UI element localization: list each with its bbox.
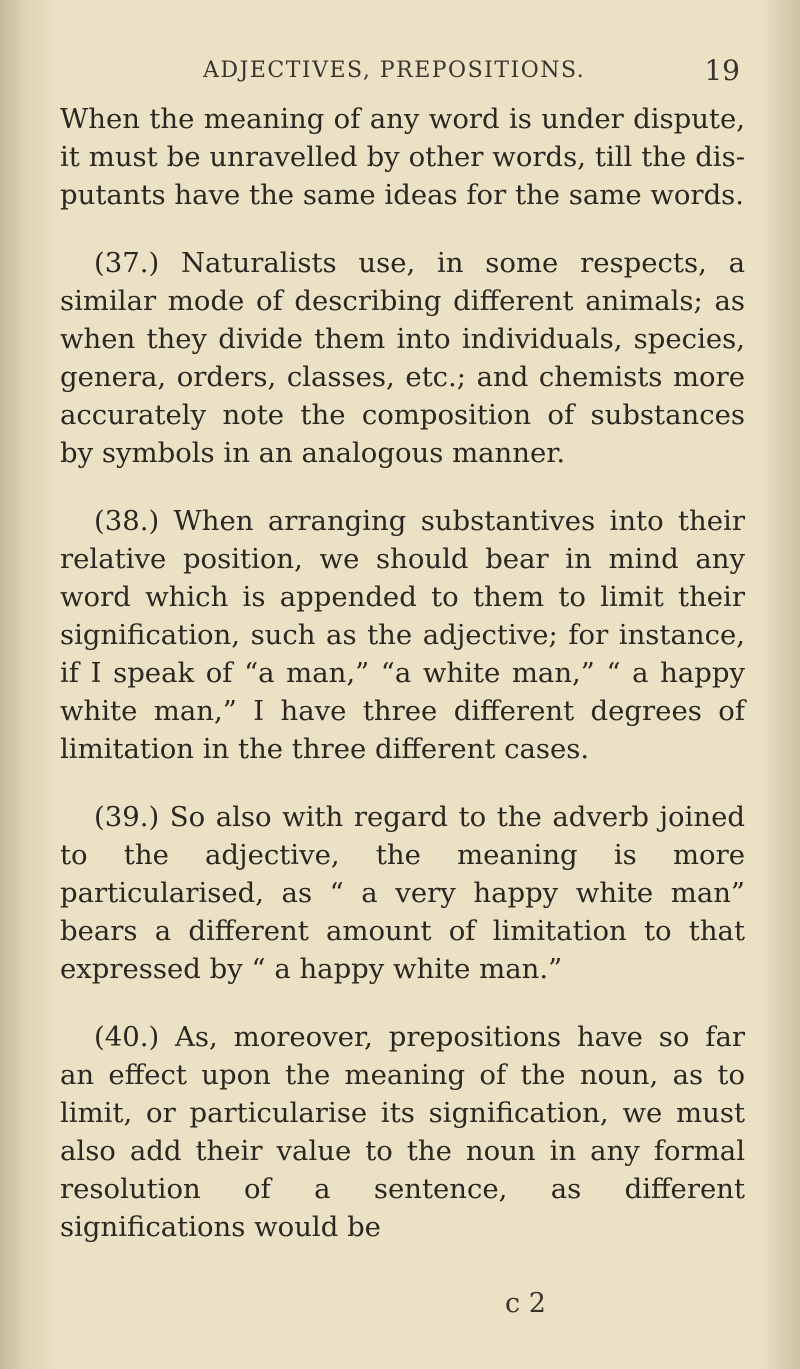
running-title: ADJECTIVES, PREPOSITIONS.: [203, 58, 586, 83]
paragraph-39: (39.) So also with regard to the adverb joined to the adjective, the meaning is more particularised, as “ a very happy white man” bears a different amount of limitation to that expressed by “ a happy white man.”: [60, 801, 745, 985]
paragraph-38: (38.) When arranging substantives into their relative position, we should bear in mind any word which is appended to them to limit their signification, such as the adjective; for instance, if I speak of “a man,” “a white man,” “ a happy white man,” I have three different degrees of limitation in the three different cases.: [60, 505, 745, 765]
signature-mark: c 2: [505, 1288, 546, 1319]
paragraph-40: (40.) As, moreover, prepositions have so far an effect upon the meaning of the noun, as to limit, or particularise its signification, we must also add their value to the noun in any formal resolution of a sentence, as different significations would be: [60, 1021, 745, 1243]
paragraph-continuation: When the meaning of any word is under dispute, it must be unravelled by other words, till the disputants have the same ideas for the same words.: [60, 103, 745, 211]
running-head: [60, 54, 740, 98]
body-text: [60, 100, 745, 1276]
page-number: 19: [704, 54, 740, 87]
paragraph-37: (37.) Naturalists use, in some respects, a similar mode of describing different animals; as when they divide them into individuals, species, genera, orders, classes, etc.; and chemists more accurately note the composition of substances by symbols in an analogous manner.: [60, 247, 745, 469]
